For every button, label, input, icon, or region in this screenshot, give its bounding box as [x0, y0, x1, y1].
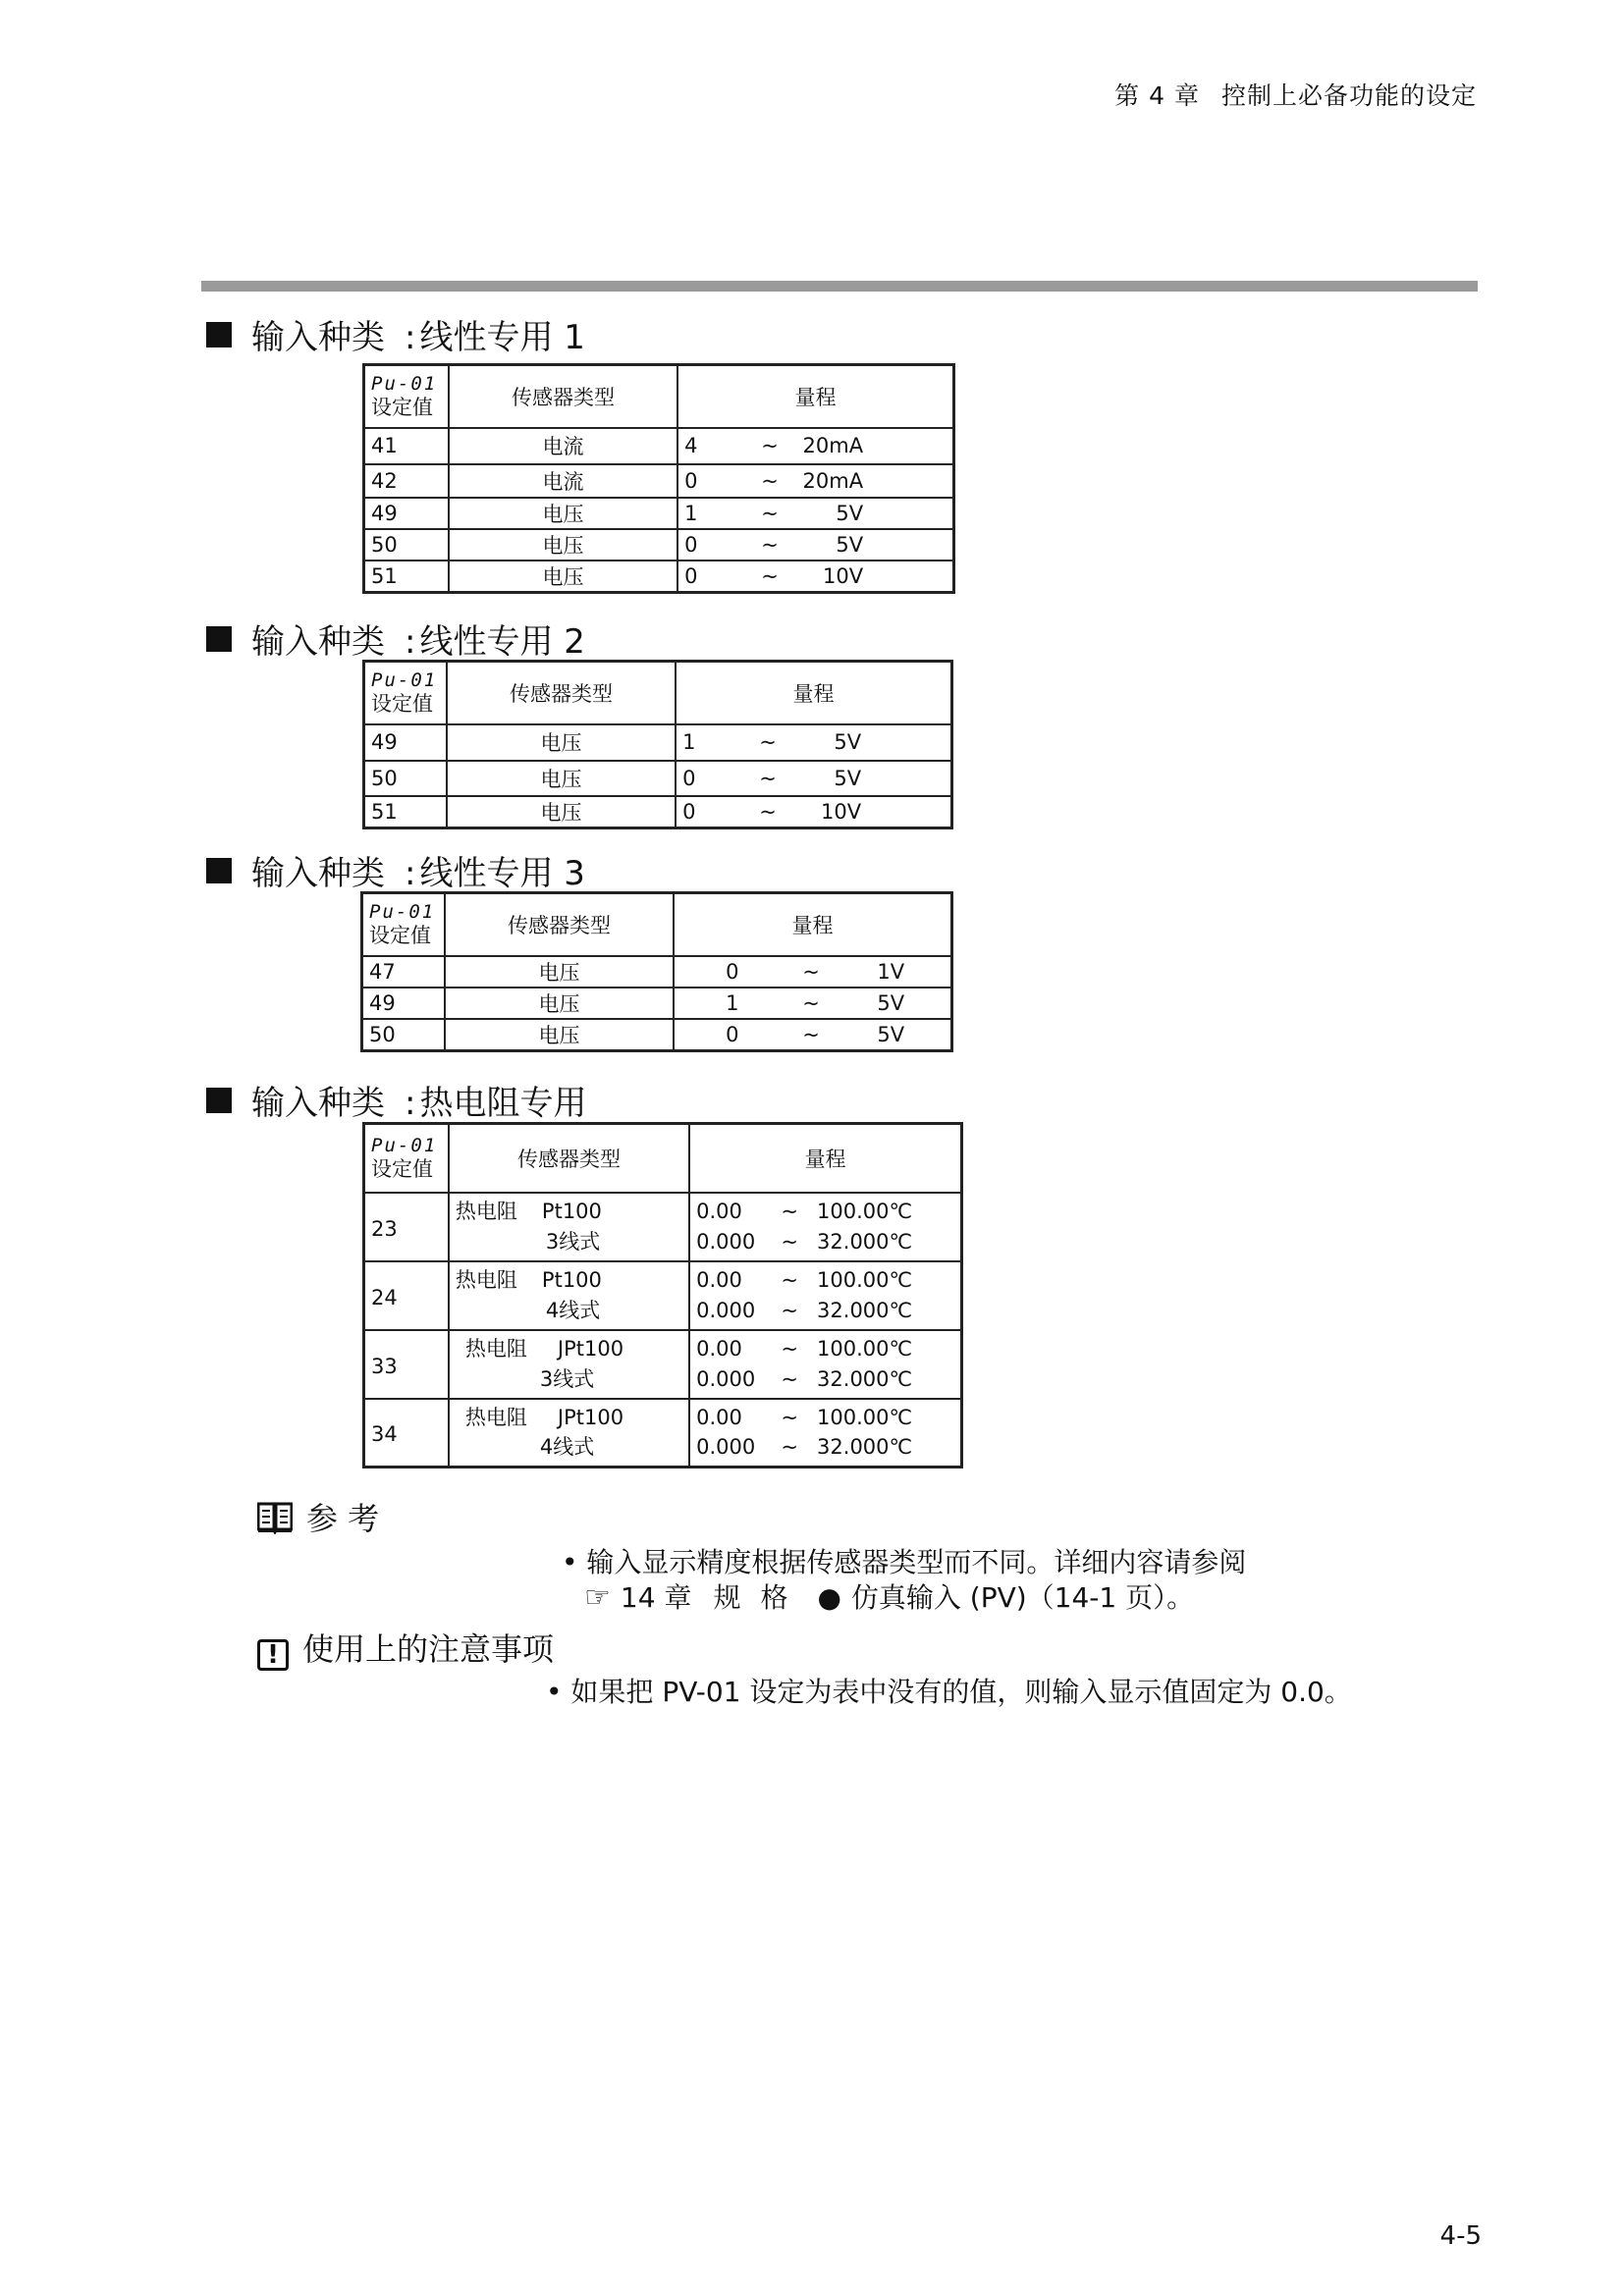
table-row: 47 电压 0 ~ 1V: [362, 956, 952, 988]
header-type: 传感器类型: [445, 893, 674, 956]
section-title-linear-1: 输入种类 : 线性专用 1: [206, 310, 585, 358]
reference-link-title: 规格: [713, 1581, 808, 1614]
header-range: 量程: [674, 893, 951, 956]
chapter-number: 第 4 章: [1114, 81, 1200, 110]
table-row: 34 热电阻 JPt100 4线式 0.00 ~ 100.00℃ 0.000 ~ 32.000℃: [364, 1399, 962, 1468]
section-name: 线性专用 2: [419, 622, 585, 662]
header-code: Pu-01 设定值: [364, 365, 449, 428]
header-type: 传感器类型: [447, 662, 676, 724]
table-linear-2: [362, 660, 953, 829]
table-row: 49 电压 1 ~ 5V: [362, 988, 952, 1019]
section-name: 热电阻专用: [419, 1084, 587, 1123]
table-row: 33 热电阻 JPt100 3线式 0.00 ~ 100.00℃ 0.000 ~ 32.000℃: [364, 1330, 962, 1399]
header-code: Pu-01 设定值: [364, 1124, 449, 1193]
table-row: 49 电压 1 ~ 5V: [364, 498, 954, 529]
book-icon: [257, 1501, 293, 1534]
header-code: Pu-01 设定值: [364, 662, 447, 724]
header-range: 量程: [677, 365, 953, 428]
caution-title: 使用上的注意事项: [302, 1630, 555, 1668]
page-header: [1114, 77, 1477, 112]
table-header-row: [362, 893, 952, 956]
caution-text: • 如果把 PV-01 设定为表中没有的值，则输入显示值固定为 0.0。: [546, 1676, 1352, 1708]
header-type: 传感器类型: [449, 1124, 689, 1193]
table-linear-1: [362, 363, 955, 594]
table-row: 50 电压 0 ~ 5V: [364, 529, 954, 561]
table-header-row: [364, 1124, 962, 1193]
section-name: 线性专用 3: [419, 854, 585, 893]
header-range: 量程: [676, 662, 951, 724]
chapter-title: 控制上必备功能的设定: [1220, 81, 1477, 110]
header-type: 传感器类型: [449, 365, 677, 428]
reference-title: 参 考: [306, 1500, 380, 1537]
square-bullet-icon: [206, 858, 232, 883]
page-number: 4-5: [1439, 2221, 1482, 2251]
table-row: 42 电流 0 ~ 20mA: [364, 464, 954, 498]
section-label: 输入种类: [251, 318, 385, 357]
section-label: 输入种类: [251, 622, 385, 662]
square-bullet-icon: [206, 322, 232, 347]
table-row: 50 电压 0 ~ 5V: [364, 761, 952, 796]
reference-heading: [257, 1494, 379, 1539]
table-row: 23 热电阻 Pt100 3线式 0.00 ~ 100.00℃ 0.000 ~ 32.000℃: [364, 1193, 962, 1261]
reference-link-line: [584, 1576, 1194, 1616]
caution-heading: [257, 1625, 554, 1671]
reference-text: • 输入显示精度根据传感器类型而不同。详细内容请参阅: [562, 1546, 1247, 1578]
square-bullet-icon: [206, 626, 232, 652]
header-rule: [201, 281, 1478, 292]
square-bullet-icon: [206, 1088, 232, 1113]
section-label: 输入种类: [251, 854, 385, 893]
table-row: 24 热电阻 Pt100 4线式 0.00 ~ 100.00℃ 0.000 ~ 32.000℃: [364, 1261, 962, 1330]
section-title-linear-2: 输入种类 : 线性专用 2: [206, 614, 585, 663]
header-code: Pu-01 设定值: [362, 893, 445, 956]
section-title-linear-3: 输入种类 : 线性专用 3: [206, 846, 585, 894]
header-range: 量程: [689, 1124, 961, 1193]
table-row: 51 电压 0 ~ 10V: [364, 561, 954, 593]
table-row: 41 电流 4 ~ 20mA: [364, 428, 954, 464]
reference-bullet: ●: [817, 1581, 841, 1614]
table-row: 50 电压 0 ~ 5V: [362, 1019, 952, 1051]
table-linear-3: [360, 891, 953, 1052]
section-name: 线性专用 1: [419, 318, 585, 357]
warning-icon: !: [257, 1639, 289, 1671]
table-header-row: [364, 365, 954, 428]
section-title-rtd: 输入种类 : 热电阻专用: [206, 1076, 586, 1124]
table-row: 51 电压 0 ~ 10V: [364, 796, 952, 828]
table-row: 49 电压 1 ~ 5V: [364, 724, 952, 761]
pointing-hand-icon: ☞: [584, 1580, 611, 1615]
table-header-row: [364, 662, 952, 724]
reference-chapter: 14 章: [620, 1581, 692, 1614]
section-label: 输入种类: [251, 1084, 385, 1123]
reference-item: 仿真输入 (PV)（14-1 页）。: [850, 1581, 1195, 1614]
table-rtd: [362, 1122, 963, 1468]
